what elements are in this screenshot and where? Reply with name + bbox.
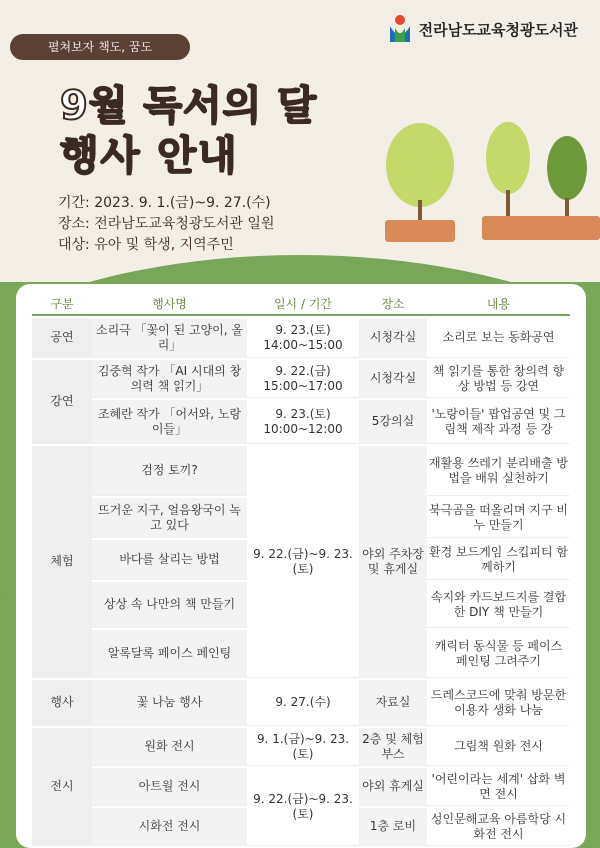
library-logo	[387, 14, 578, 44]
event-place: 5강의실	[359, 400, 427, 444]
library-name: 전라남도교육청광도서관	[418, 20, 578, 39]
event-name: 원화 전시	[92, 728, 247, 766]
event-place: 자료실	[359, 680, 427, 726]
category-exhibition: 전시	[32, 728, 92, 846]
event-name: 뜨거운 지구, 얼음왕국이 녹고 있다	[92, 498, 247, 538]
event-date: 9. 23.(토) 14:00~15:00	[247, 318, 359, 358]
category-experience: 체험	[32, 446, 92, 678]
event-content: 드레스코드에 맞춰 방문한 이용자 생화 나눔	[427, 680, 570, 726]
event-content: 성인문해교육 아름학당 시화전 전시	[427, 808, 570, 846]
event-content: 환경 보드게임 스킵피티 함께하기	[427, 540, 570, 580]
event-content: 소리로 보는 동화공연	[427, 318, 570, 358]
category-lecture: 강연	[32, 360, 92, 444]
event-place: 시청각실	[359, 318, 427, 358]
event-date: 9. 1.(금)~9. 23.(토)	[247, 728, 359, 766]
title-line-1: 9월 독서의 달	[60, 83, 317, 129]
table-row	[32, 768, 570, 806]
event-date: 9. 22.(금) 15:00~17:00	[247, 360, 359, 398]
event-content: 캐릭터 동식물 등 페이스 페인팅 그려주기	[427, 630, 570, 678]
event-name: 소리극 「꽃이 된 고양이, 올리」	[92, 318, 247, 358]
event-name: 검정 토끼?	[92, 446, 247, 496]
slogan-badge: 펼쳐보자 책도, 꿈도	[10, 34, 190, 60]
category-performance: 공연	[32, 318, 92, 358]
table-row	[32, 446, 570, 496]
potted-trees-illustration	[370, 110, 600, 260]
event-place: 야외 휴게실	[359, 768, 427, 806]
event-name: 바다를 살리는 방법	[92, 540, 247, 580]
event-name: 김중혁 작가 「AI 시대의 창의력 책 읽기」	[92, 360, 247, 398]
header-date: 일시 / 기간	[247, 292, 359, 316]
event-schedule-table	[32, 290, 570, 848]
header-category: 구분	[32, 292, 92, 316]
event-date: 9. 27.(수)	[247, 680, 359, 726]
event-name: 알록달록 페이스 페인팅	[92, 630, 247, 678]
table-row	[32, 360, 570, 398]
event-name: 상상 속 나만의 책 만들기	[92, 582, 247, 628]
category-event: 행사	[32, 680, 92, 726]
table-row	[32, 318, 570, 358]
event-date: 9. 22.(금)~9. 23.(토)	[247, 446, 359, 678]
event-content: 속지와 카드보드지를 결합한 DIY 책 만들기	[427, 582, 570, 628]
event-content: '어린이라는 세계' 삽화 벽면 전시	[427, 768, 570, 806]
header-content: 내용	[427, 292, 570, 316]
event-content: 재활용 쓰레기 분리배출 방법을 배워 실천하기	[427, 446, 570, 496]
title-line-2: 행사 안내	[60, 133, 239, 179]
table-row	[32, 728, 570, 766]
info-place: 장소: 전라남도교육청광도서관 일원	[58, 216, 275, 232]
event-date: 9. 23.(토) 10:00~12:00	[247, 400, 359, 444]
event-name: 시화전 전시	[92, 808, 247, 846]
header-place: 장소	[359, 292, 427, 316]
table-row	[32, 400, 570, 444]
event-place: 2층 및 체험부스	[359, 728, 427, 766]
event-content: 책 읽기를 통한 창의력 향상 방법 등 강연	[427, 360, 570, 398]
event-place: 시청각실	[359, 360, 427, 398]
library-emblem-icon	[387, 14, 413, 44]
table-header-row	[32, 292, 570, 316]
event-date: 9. 22.(금)~9. 23.(토)	[247, 768, 359, 846]
event-content: 북극곰을 떠올리며 지구 비누 만들기	[427, 498, 570, 538]
info-target: 대상: 유아 및 학생, 지역주민	[58, 237, 234, 253]
table-row	[32, 680, 570, 726]
event-name: 아트월 전시	[92, 768, 247, 806]
info-period: 기간: 2023. 9. 1.(금)~9. 27.(수)	[58, 195, 271, 211]
header-event-name: 행사명	[92, 292, 247, 316]
event-name: 꽃 나눔 행사	[92, 680, 247, 726]
event-content: '노랑이들' 팝업공연 및 그림책 제작 과정 등 강	[427, 400, 570, 444]
event-content: 그림책 원화 전시	[427, 728, 570, 766]
event-name: 조혜란 작가 「어서와, 노랑이들」	[92, 400, 247, 444]
event-place: 야외 주차장 및 휴게실	[359, 446, 427, 678]
event-place: 1층 로비	[359, 808, 427, 846]
